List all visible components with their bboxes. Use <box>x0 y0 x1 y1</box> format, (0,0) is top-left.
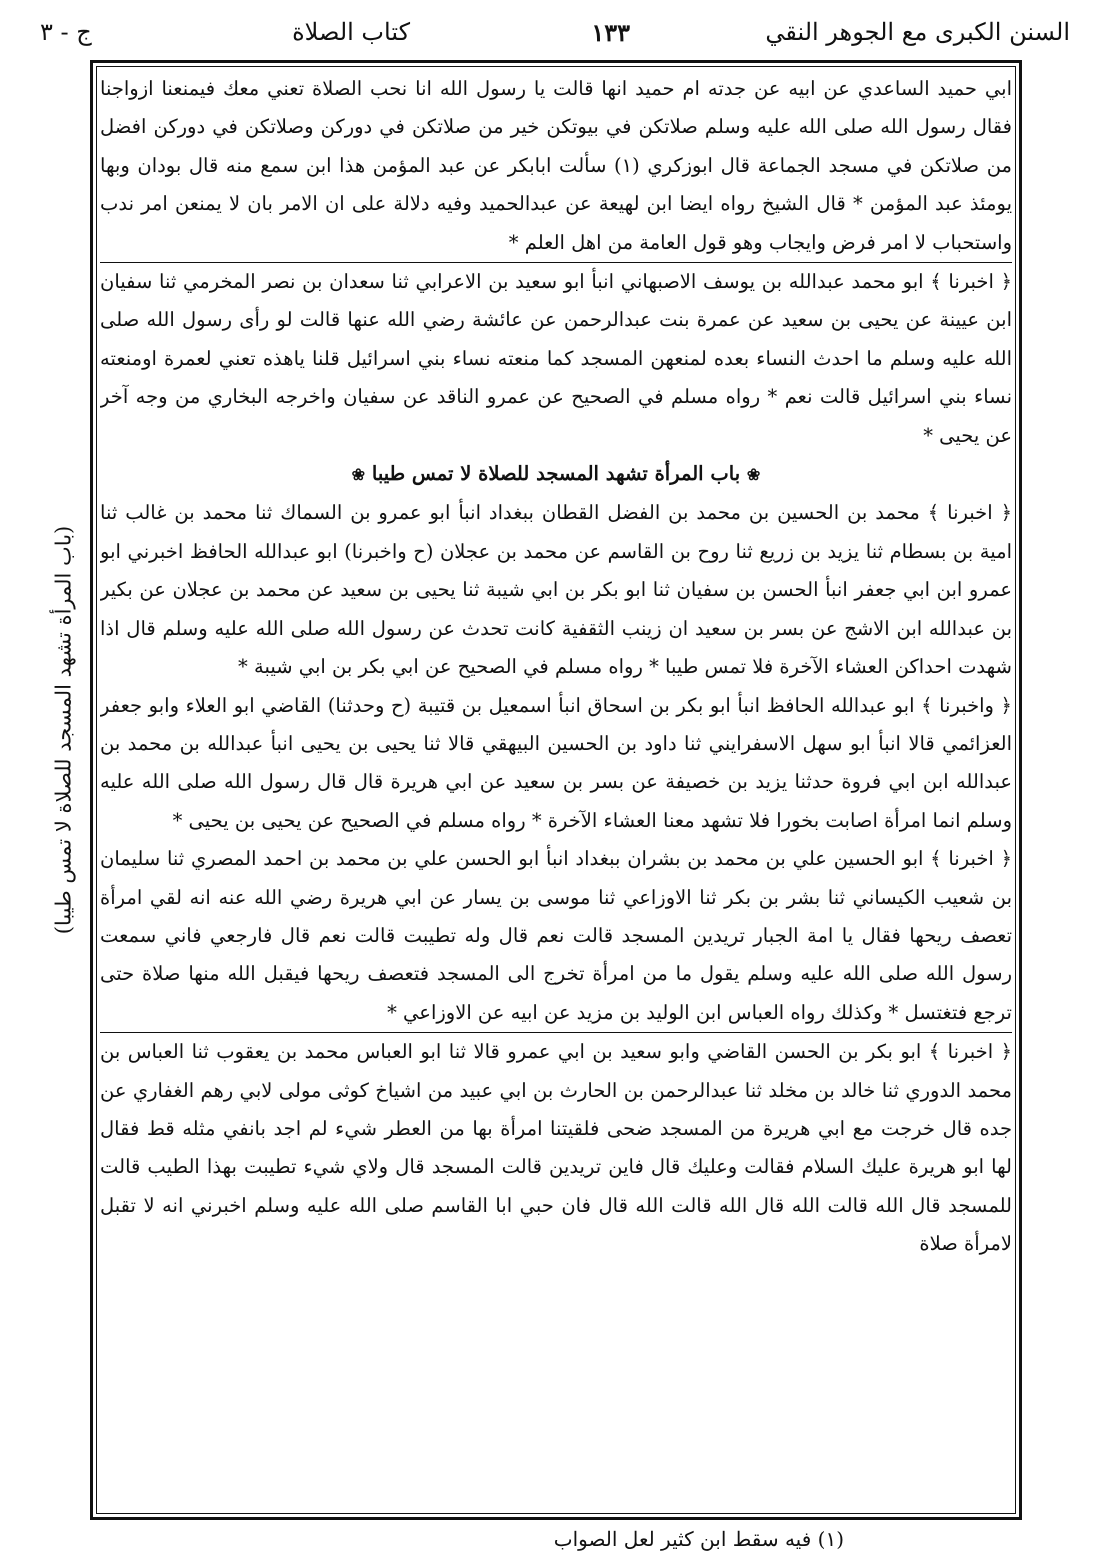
paragraph: ﴿ اخبرنا ﴾ ابو محمد عبدالله بن يوسف الاصبهاني انبأ ابو سعيد بن الاعرابي ثنا سعدان بن نصر المخرمي ثنا سفيان ابن عيينة عن يحيى بن سعيد عن عمرة بنت عبدالرحمن عن عائشة رضي الله عنها قالت لو رأى رسول الله صلى الله عليه وسلم ما احدث النساء بعده لمنعهن المسجد كما منعته نساء بني اسرائيل قلنا ياهذه تعني لعمرة اومنعته نساء بني اسرائيل قالت نعم * رواه مسلم في الصحيح عن عمرو الناقد عن سفيان واخرجه البخاري من وجه آخر عن يحيى * <box>100 262 1012 455</box>
ornament-icon: ❀ <box>351 465 366 485</box>
footnote: (١) فيه سقط ابن كثير لعل الصواب <box>553 1527 844 1551</box>
paragraph: ﴿ واخبرنا ﴾ ابو عبدالله الحافظ انبأ ابو بكر بن اسحاق انبأ اسمعيل بن قتيبة (ح وحدثنا) القاضي ابو العلاء وابو جعفر العزائمي قالا انبأ ابو سهل الاسفرايني ثنا داود بن الحسين البيهقي قالا ثنا يحيى بن يحيى انبأ عبدالله بن محمد بن عبدالله ابن ابي فروة حدثنا يزيد بن خصيفة عن بسر بن سعيد عن ابي هريرة قال قال رسول الله صلى الله عليه وسلم انما امرأة اصابت بخورا فلا تشهد معنا العشاء الآخرة * رواه مسلم في الصحيح عن يحيى بن يحيى * <box>100 693 1012 832</box>
ornament-icon: ❀ <box>746 465 761 485</box>
paragraph: ﴿ اخبرنا ﴾ ابو بكر بن الحسن القاضي وابو سعيد بن ابي عمرو قالا ثنا ابو العباس محمد بن يعقوب ثنا العباس بن محمد الدوري ثنا خالد بن مخلد ثنا عبدالرحمن بن الحارث بن ابي عبيد من اشياخ كوثى مولى لابي رهم الغفاري عن جده قال خرجت مع ابي هريرة من المسجد ضحى فلقيتنا امرأة بها من العطر شيء لم اجد بانفي مثله قط فقال لها ابو هريرة عليك السلام فقالت وعليك قال فاين تريدين قالت المسجد قال ولاي شيء تطيبت بهذا الطيب قالت للمسجد قال الله قالت الله قال الله قالت الله قال فان حبي ابا القاسم صلى الله عليه وسلم اخبرني انه لا تقبل لامرأة صلاة <box>100 1032 1012 1263</box>
main-text <box>100 70 1012 1510</box>
paragraph: ﴿ اخبرنا ﴾ ابو الحسين علي بن محمد بن بشران ببغداد انبأ ابو الحسن علي بن محمد بن احمد المصري ثنا سليمان بن شعيب الكيساني ثنا بشر بن بكر ثنا الاوزاعي ثنا موسى بن يسار عن ابي هريرة رضي الله عنه انه لقي امرأة تعصف ريحها فقال يا امة الجبار تريدين المسجد قالت نعم قال وله تطيبت قالت نعم قال فارجعي فاني سمعت رسول الله صلى الله عليه وسلم يقول ما من امرأة تخرج الى المسجد فتعصف ريحها فيقبل الله منها صلاة حتى ترجع فتغتسل * وكذلك رواه العباس ابن الوليد بن مزيد عن ابيه عن الاوزاعي * <box>100 847 1012 1024</box>
book-title: السنن الكبرى مع الجوهر النقي <box>765 18 1070 46</box>
page-number: ١٣٣ <box>591 18 630 47</box>
volume-label: ج - ٣ <box>40 18 92 46</box>
section-heading <box>100 455 1012 494</box>
section-heading-text: باب المرأة تشهد المسجد للصلاة لا تمس طيبا <box>371 462 741 486</box>
paragraph: ابي حميد الساعدي عن ابيه عن جدته ام حميد انها قالت يا رسول الله انا نحب الصلاة تعني معك فيمنعنا ازواجنا فقال رسول الله صلى الله عليه وسلم صلاتكن في بيوتكن خير من صلاتكن في دوركن وصلاتكن في دوركن افضل من صلاتكن في مسجد الجماعة قال ابوزكري (١) سألت ابابكر عن عبد المؤمن هذا ابن سمع منه قال بودان وبها يومئذ عبد المؤمن * قال الشيخ رواه ايضا ابن لهيعة عن عبدالحميد وفيه دلالة على ان الامر بان لا يمنعن امر ندب واستحباب لا امر فرض وايجاب وهو قول العامة من اهل العلم * <box>100 77 1012 254</box>
margin-title-text: (باب المرأة تشهد المسجد للصلاة لا تمس طيبا) <box>51 525 76 935</box>
chapter-title: كتاب الصلاة <box>292 18 410 46</box>
margin-title <box>38 510 88 950</box>
page-header <box>40 14 1070 54</box>
paragraph: ﴿ اخبرنا ﴾ محمد بن الحسين بن محمد بن الفضل القطان ببغداد انبأ ابو عمرو بن السماك ثنا محمد بن غالب ثنا امية بن بسطام ثنا يزيد بن زريع ثنا روح بن القاسم عن محمد بن عجلان (ح واخبرنا) ابو عبدالله الحافظ اخبرني ابو عمرو ابن ابي جعفر انبأ الحسن بن سفيان ثنا ابو بكر بن ابي شيبة ثنا يحيى بن سعيد عن محمد بن عجلان عن بكير بن عبدالله ابن الاشج عن بسر بن سعيد ان زينب الثقفية كانت تحدث عن رسول الله صلى الله عليه وسلم قال اذا شهدت احداكن العشاء الآخرة فلا تمس طيبا * رواه مسلم في الصحيح عن ابي بكر بن ابي شيبة * <box>100 501 1012 679</box>
